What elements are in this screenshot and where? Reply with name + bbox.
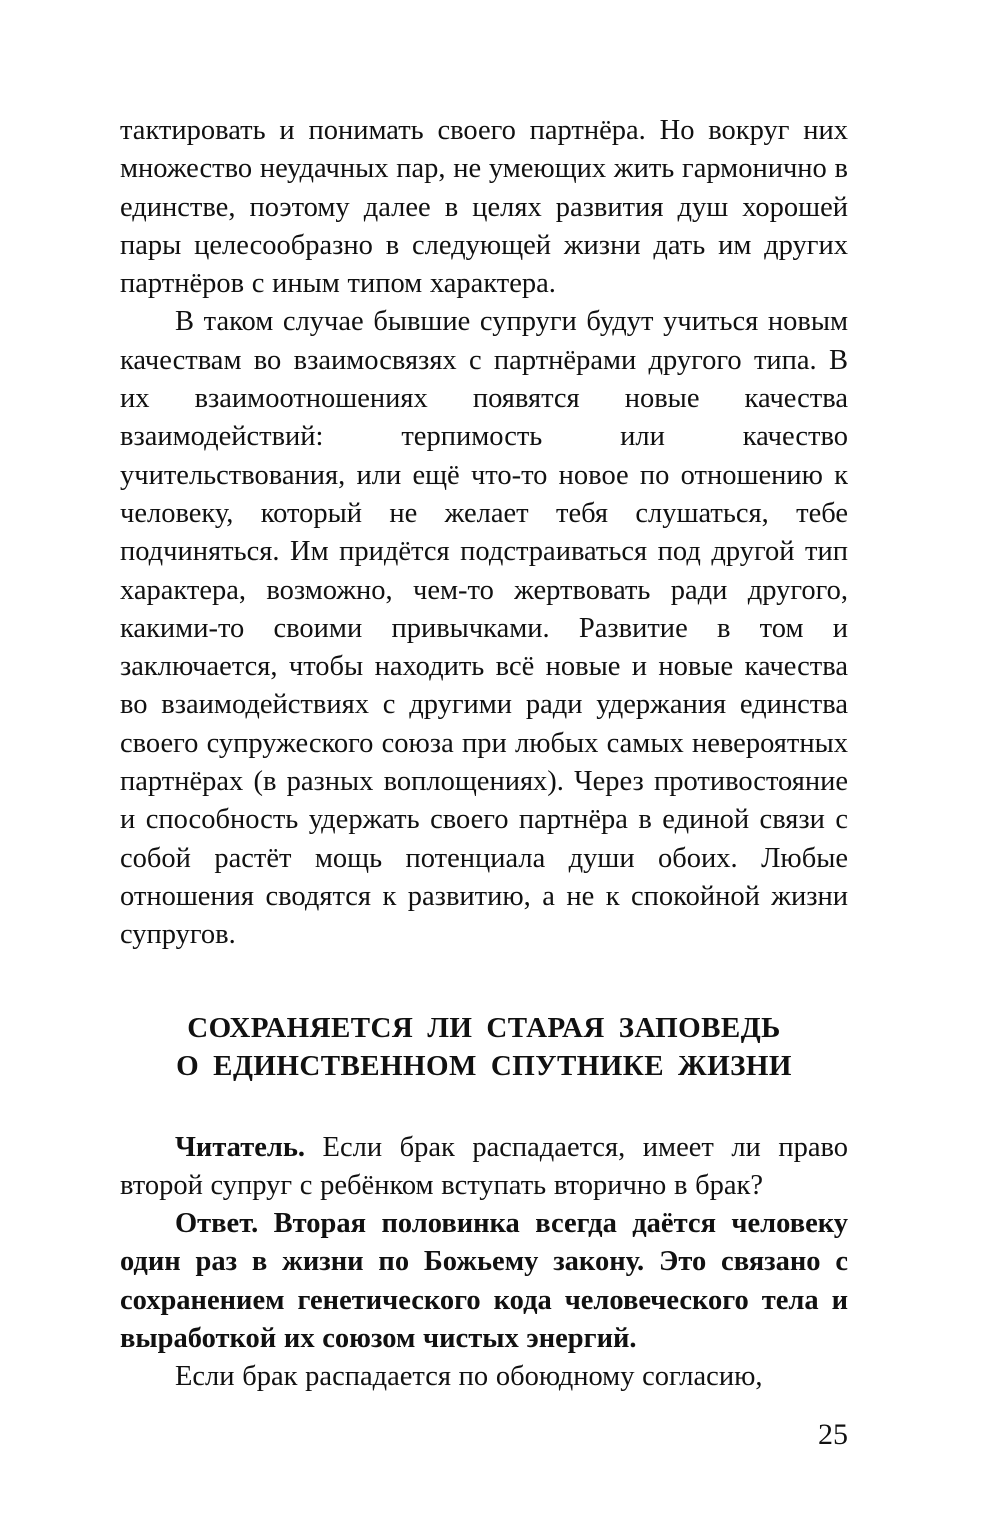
heading-spacer-above (120, 955, 848, 1009)
section-heading-line-2: О ЕДИНСТВЕННОМ СПУТНИКЕ ЖИЗНИ (176, 1049, 792, 1082)
paragraph-answer-continued: Если брак распадается по обоюдному согласию, (175, 1361, 763, 1393)
heading-spacer-below (120, 1085, 848, 1129)
speaker-label-answer: Ответ. (175, 1208, 259, 1240)
paragraph-continued: тактировать и понимать своего партнёра. Но вокруг них множество неудачных пар, не умеющих жить гармонично в единстве, поэтому далее в целях развития душ хорошей пары целесообразно в следующей жизни дать им других партнёров с иным типом характера. (120, 115, 848, 300)
section-heading-line-1: СОХРАНЯЕТСЯ ЛИ СТАРАЯ ЗАПОВЕДЬ (187, 1011, 781, 1044)
paragraph-development: В таком случае бывшие супруги будут учиться новым качествам во взаимосвязях с партнёрами другого типа. В их взаимоотношениях появятся новые качества взаимодействий: терпимость или качество учительствования, или ещё что-то новое по отношению к человеку, который не желает тебя слушаться, тебе подчиняться. Им придётся подстраиваться под другой тип характера, возможно, чем-то жертвовать ради другого, какими-то своими привычками. Развитие в том и заключается, чтобы находить всё новые и новые качества во взаимодействиях с другими ради удержания единства своего супружеского союза при любых самых невероятных партнёрах (в разных воплощениях). Через противостояние и способность удержать своего партнёра в единой связи с собой растёт мощь потенциала души обоих. Любые отношения сводятся к развитию, а не к спокойной жизни супругов. (120, 306, 848, 951)
text-column (120, 112, 848, 1397)
answer-text: Вторая половинка всегда даётся человеку один раз в жизни по Божьему закону. Это связано с сохранением генетического кода человеческого тела и выработкой их союзом чистых энергий. (120, 1208, 848, 1355)
paragraph-answer (120, 1205, 848, 1358)
speaker-label-reader: Читатель. (175, 1131, 306, 1163)
paragraph-reader-question (120, 1129, 848, 1206)
reader-question-text: Если брак распадается, имеет ли право второй супруг с ребёнком вступать вторично в брак? (120, 1131, 848, 1201)
page-number: 25 (818, 1418, 848, 1451)
section-heading (120, 1009, 848, 1085)
